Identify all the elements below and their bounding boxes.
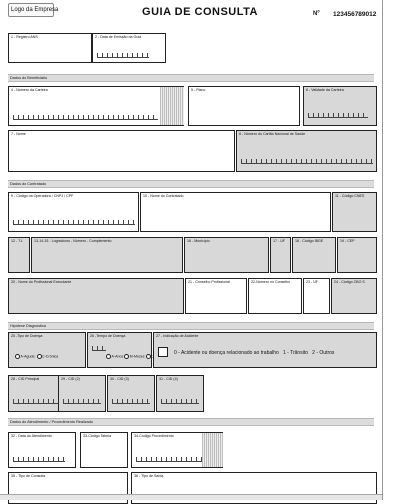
label-codigo-ibge: 18 - Código IBGE	[295, 239, 324, 243]
right-border	[382, 0, 383, 500]
label-tl: 12 - T.L	[11, 239, 23, 243]
field-nome[interactable]	[8, 130, 235, 172]
field-validade-carteira[interactable]	[303, 86, 377, 126]
section-contratado	[8, 180, 374, 188]
field-municipio[interactable]	[184, 237, 269, 273]
label-codigo-cnes: 11 - Código CNES	[335, 194, 365, 198]
field-profissional-executante[interactable]	[8, 278, 184, 314]
option-acidente-trabalho: 0 - Acidente ou doença relacionado ao trabalho	[174, 350, 279, 356]
field-cartao-nacional[interactable]	[236, 130, 377, 172]
label-uf-conselho: 23 - UF	[306, 280, 318, 284]
radio-cronica[interactable]	[37, 354, 42, 359]
label-uf: 17 - UF	[273, 239, 285, 243]
date-comb	[97, 53, 149, 58]
section-beneficiario	[8, 74, 374, 82]
label-registro-ans: 1 - Registro ANS	[11, 35, 38, 39]
label-nome-contratado: 10 - Nome do Contratado	[143, 194, 184, 198]
label-tempo-doenca: 26 -Tempo de Doença	[90, 334, 126, 338]
guide-number-label: Nº	[313, 11, 320, 17]
field-codigo-cnes[interactable]	[332, 192, 377, 232]
option-outros: 2 - Outros	[312, 350, 335, 356]
label-cid-4: 31 - CID (4)	[159, 377, 178, 381]
procedimento-comb	[136, 457, 202, 462]
option-aguda: A-Aguda	[20, 354, 35, 359]
cid4-comb	[161, 399, 199, 404]
section-atendimento-title: Dados do Atendimento / Procedimento Realizado	[10, 420, 93, 424]
radio-aguda[interactable]	[15, 354, 20, 359]
data-atendimento-comb	[13, 457, 65, 462]
procedimento-hatch	[202, 433, 223, 467]
cartao-comb	[241, 159, 373, 164]
label-data-atendimento: 32 - Data do Atendimento	[11, 434, 52, 438]
label-numero-conselho: 22-Número no Conselho	[251, 280, 291, 284]
label-indicacao-acidente: 27 - Indicação de Acidente	[156, 334, 199, 338]
operadora-comb	[13, 220, 135, 225]
field-logradouro[interactable]	[31, 237, 183, 273]
field-tl[interactable]	[8, 237, 30, 273]
label-conselho-profissional: 21 - Conselho Profissional	[188, 280, 230, 284]
field-indicacao-acidente[interactable]	[153, 332, 377, 368]
field-codigo-ibge[interactable]	[292, 237, 336, 273]
validade-comb	[308, 113, 368, 118]
field-codigo-cbo[interactable]	[331, 278, 377, 314]
label-codigo-operadora: 9 - Código na Operadora / CNPJ / CPF	[11, 194, 74, 198]
logo-text: Logo da Empresa	[11, 7, 59, 13]
section-contratado-title: Dados do Contratado	[10, 182, 47, 186]
carteira-comb	[13, 115, 158, 120]
cid2-comb	[63, 399, 101, 404]
label-cartao-nacional: 8 - Número do Cartão Nacional de Saúde	[239, 132, 306, 136]
tempo-comb	[92, 346, 106, 351]
company-logo	[8, 3, 59, 17]
field-cid-4[interactable]	[156, 375, 204, 412]
section-hipotese-title: Hipótese Diagnóstica	[10, 324, 46, 328]
label-codigo-tabela: 33-Código Tabela	[83, 434, 112, 438]
label-tipo-doenca: 25 -Tipo de Doença	[11, 334, 43, 338]
field-cep[interactable]	[337, 237, 377, 273]
field-codigo-procedimento[interactable]	[131, 432, 223, 468]
field-numero-conselho[interactable]	[248, 278, 302, 314]
guide-number: 123456789012	[333, 11, 377, 18]
field-uf-conselho[interactable]	[303, 278, 330, 314]
option-anos: A-Anos	[111, 354, 124, 359]
label-tipo-consulta: 35 - Tipo de Consulta	[11, 474, 46, 478]
field-conselho-profissional[interactable]	[185, 278, 247, 314]
label-cid-principal: 28 - CID Principal	[11, 377, 40, 381]
acidente-options	[174, 350, 334, 356]
field-uf[interactable]	[270, 237, 291, 273]
label-logradouro: 13-14-15 - Logradouro - Número - Complemento	[34, 239, 112, 243]
option-meses: M-Meses	[129, 354, 145, 359]
field-cid-2[interactable]	[58, 375, 106, 412]
label-codigo-cbo: 24 - Código CBO S	[334, 280, 365, 284]
label-municipio: 16 - Município	[187, 239, 210, 243]
radio-dias[interactable]	[146, 354, 151, 359]
label-plano: 5 - Plano	[191, 88, 206, 92]
radio-meses[interactable]	[124, 354, 129, 359]
page-title: GUIA DE CONSULTA	[142, 6, 258, 18]
label-cid-2: 29 - CID (2)	[61, 377, 80, 381]
radio-anos[interactable]	[106, 354, 111, 359]
label-codigo-procedimento: 34-Código Procedimento	[134, 434, 174, 438]
cid1-comb	[13, 399, 58, 404]
section-beneficiario-title: Dados do Beneficiário	[10, 76, 48, 80]
label-cid-3: 30 - CID (3)	[110, 377, 129, 381]
acidente-checkbox[interactable]	[158, 347, 168, 357]
field-data-emissao[interactable]	[92, 33, 166, 63]
label-data-emissao: 2 - Data de Emissão da Guia	[95, 35, 142, 39]
bottom-scroll-bar[interactable]	[0, 494, 382, 500]
section-hipotese	[8, 322, 374, 330]
field-numero-carteira[interactable]	[8, 86, 184, 126]
field-codigo-operadora[interactable]	[8, 192, 139, 232]
label-validade-carteira: 6 - Validade da Carteira	[306, 88, 344, 92]
option-transito: 1 - Trânsito	[282, 350, 308, 356]
cid3-comb	[112, 399, 150, 404]
tipo-doenca-options	[15, 354, 58, 359]
field-tempo-doenca[interactable]	[87, 332, 152, 368]
field-data-atendimento[interactable]	[8, 432, 76, 468]
field-plano[interactable]	[188, 86, 300, 126]
label-tipo-saida: 36 - Tipo de Saída	[134, 474, 164, 478]
section-atendimento	[8, 418, 374, 426]
field-cid-3[interactable]	[107, 375, 155, 412]
option-cronica: C-Crônica	[42, 354, 59, 359]
field-tipo-doenca[interactable]	[8, 332, 86, 368]
label-cep: 19 - CEP	[340, 239, 355, 243]
label-numero-carteira: 4 - Número da Carteira	[11, 88, 48, 92]
label-nome: 7 - Nome	[11, 132, 26, 136]
field-nome-contratado[interactable]	[140, 192, 331, 232]
label-profissional-executante: 20 - Nome do Profissional Executante	[11, 280, 72, 284]
field-codigo-tabela[interactable]	[80, 432, 128, 468]
carteira-hatch	[160, 87, 184, 125]
field-registro-ans[interactable]	[8, 33, 92, 63]
